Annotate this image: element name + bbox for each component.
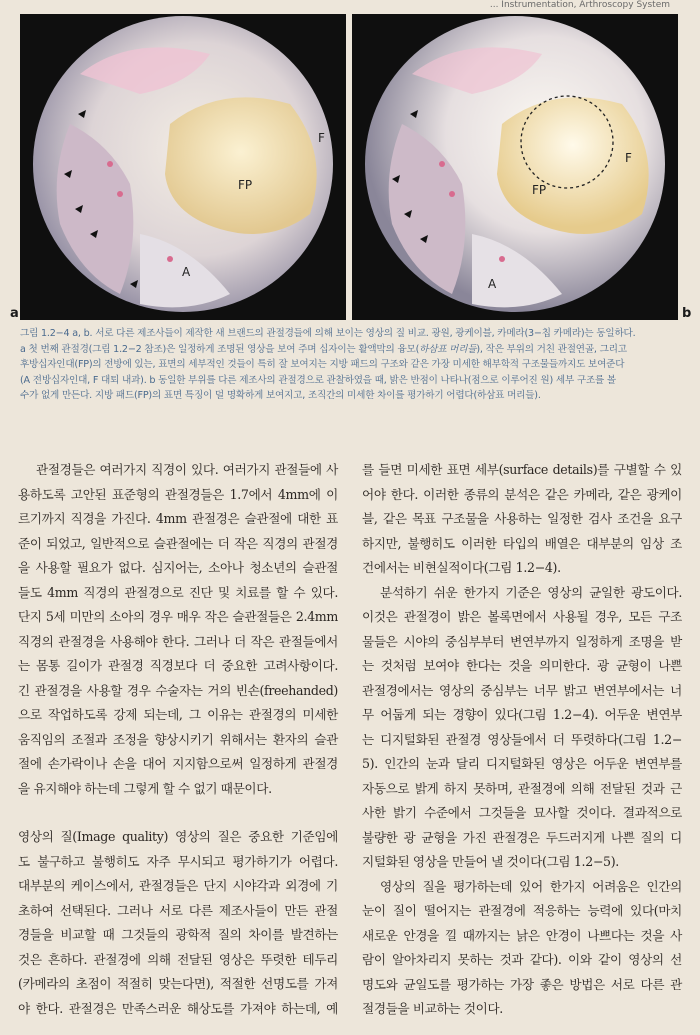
label-fp-a: FP <box>238 178 253 192</box>
arthroscopy-illustration-a <box>20 14 346 320</box>
caption-line: 후방십자인대(FP)의 전방에 있는, 표면의 세부적인 것들이 특히 잘 보여지는 지방 패드의 구조와 같은 가장 미세한 해부학적 구조물들까지도 보여준다 <box>20 359 625 371</box>
arthroscopy-image-a <box>20 14 346 320</box>
arthroscopy-illustration-b <box>352 14 678 320</box>
label-a-a: A <box>182 265 191 279</box>
text-line: 는 것처럼 보여야 한다는 것을 의미한다. 광 균형이 나쁜 <box>362 658 682 673</box>
figure-caption <box>20 326 684 404</box>
panel-letter-a: a <box>10 306 19 321</box>
text-line: 긴 관절경을 사용할 경우 수술자는 거의 빈손(freehanded) <box>18 682 338 698</box>
text-line: 관절경들은 여러가지 직경이 있다. 여러가지 관절들에 사 <box>36 462 338 477</box>
text-line: 물들은 시야의 중심부부터 변연부까지 일정하게 조명을 받 <box>362 633 682 649</box>
caption-line: 그림 1.2−4 a, b. 서로 다른 제조사들이 제작한 새 브랜드의 관절경들에 의해 보이는 영상의 질 비교. 광원, 광케이블, 카메라(3−칩 카메라)는 동일하다. <box>20 328 636 339</box>
caption-line: 수가 없게 만든다. 지방 패드(FP)의 표면 특징이 덜 명확하게 보여지고, 조직간의 미세한 차이를 평가하기 어렵다(하삼표 머리들). <box>20 390 541 402</box>
text-line: 경들을 비교할 때 그것들의 광학적 질의 차이를 발견하는 <box>18 927 338 942</box>
text-line: 하지만, 불행히도 이러한 타입의 배열은 대부분의 임상 조 <box>362 535 682 551</box>
text-line: 는 디지털화된 관절경 영상들에서 더 뚜렷하다(그림 1.2− <box>362 731 682 747</box>
running-header: ... Instrumentation, Arthroscopy System <box>489 0 670 10</box>
text-line: 을 유지해야 하는데 그렇게 할 수 없기 때문이다. <box>18 780 272 796</box>
text-line: 도 불구하고 불행히도 자주 무시되고 평가하기가 어렵다. <box>18 853 338 869</box>
text-line: 으로 작업하도록 강제 되는데, 그 이유는 관절경의 미세한 <box>18 707 338 722</box>
text-line: 건에서는 비현실적이다(그림 1.2−4). <box>362 560 561 575</box>
text-line: 들도 4mm 직경의 관절경으로 진단 및 치료를 할 수 있다. <box>18 584 338 600</box>
text-line: 르기까지 직경을 가진다. 4mm 관절경은 슬관절에 대한 표 <box>18 511 338 526</box>
right-column <box>362 458 682 1022</box>
arthroscopy-image-b <box>352 14 678 320</box>
label-fp-b: FP <box>532 183 547 197</box>
text-line: 불량한 광 균형을 가진 관절경은 두드러지게 나쁜 질의 디 <box>362 829 682 845</box>
text-line: 준이 되었고, 일반적으로 슬관절에는 더 작은 직경의 관절경 <box>18 535 338 551</box>
text-line: 무 어둡게 되는 경향이 있다(그림 1.2−4). 어두운 변연부 <box>362 707 682 722</box>
text-line: 절경들을 비교하는 것이다. <box>362 1001 503 1016</box>
text-line: 자동으로 밝게 하지 못하며, 관절경에 의해 전달된 것과 근 <box>362 780 682 796</box>
text-line: 를 들면 미세한 표면 세부(surface details)를 구별할 수 있 <box>362 462 682 477</box>
text-line: 영상의 질을 평가하는데 있어 한가지 어려움은 인간의 <box>380 878 682 894</box>
label-f-a: F <box>318 131 325 145</box>
left-column <box>18 458 338 1021</box>
label-a-b: A <box>488 277 497 291</box>
text-line: 용하도록 고안된 표준형의 관절경들은 1.7에서 4mm에 이 <box>18 486 338 502</box>
text-line: 는 몸통 길이가 관절경 직경보다 더 중요한 고려사항이다. <box>18 658 338 673</box>
text-line: 움직임의 조절과 조정을 향상시키기 위해서는 환자의 슬관 <box>18 731 338 747</box>
text-line: 관절경에서는 영상의 중심부는 너무 밝고 변연부에서는 너 <box>362 682 682 698</box>
text-line: 람이 알아차리지 못하는 것과 같다). 이와 같이 영상의 선 <box>362 952 682 967</box>
text-line: 대부분의 케이스에서, 관절경들은 단지 시야각과 외경에 기 <box>18 878 338 893</box>
text-line: 블, 같은 목표 구조물을 사용하는 일정한 검사 조건을 요구 <box>362 511 682 526</box>
panel-letter-b: b <box>682 306 692 321</box>
text-line: 단지 5세 미만의 소아의 경우 매우 작은 슬관절들은 2.4mm <box>18 609 338 624</box>
text-line: 것은 흔하다. 관절경에 의해 전달된 영상은 뚜렷한 테두리 <box>18 951 338 967</box>
caption-line: a 첫 번째 관절경(그림 1.2−2 참조)은 일정하게 조명된 영상을 보여 주며 십자이는 활액막의 융모(하삼표 머리들), 작은 부위의 거친 관절연골, 그리고 <box>20 343 627 355</box>
text-line: 야 한다. 관절경은 만족스러운 해상도를 가져야 하는데, 예 <box>18 1000 338 1016</box>
text-line: 직경의 관절경을 사용해야 한다. 그러나 더 작은 관절들에서 <box>18 633 338 649</box>
text-line: 새로운 안경을 낄 때까지는 낡은 안경이 나쁘다는 것을 사 <box>362 927 682 943</box>
text-line: 사한 밝기 수준에서 그것들을 묘사할 것이다. 결과적으로 <box>362 805 682 820</box>
text-line: (카메라의 초점이 적절히 맞는다면), 적절한 선명도를 가져 <box>18 976 338 991</box>
label-f-b: F <box>625 151 632 165</box>
text-line: 을 사용할 필요가 없다. 심지어는, 소아나 청소년의 슬관절 <box>18 560 338 575</box>
text-line: 이것은 관절경이 밝은 볼록면에서 사용될 경우, 모든 구조 <box>362 609 682 624</box>
text-line: 지털화된 영상을 만들어 낼 것이다(그림 1.2−5). <box>362 854 619 869</box>
text-line: 절에 손가락이나 손을 대어 지지함으로써 일정하게 관절경 <box>18 756 338 771</box>
text-line: 어야 한다. 이러한 종류의 분석은 같은 카메라, 같은 광케이 <box>362 486 682 502</box>
text-line: 5). 인간의 눈과 달리 디지털화된 영상은 어두운 변연부를 <box>362 756 682 771</box>
text-line: 영상의 질(Image quality) 영상의 질은 중요한 기준임에 <box>18 829 338 844</box>
text-line: 명도와 균일도를 평가하는 가장 좋은 방법은 서로 다른 관 <box>362 976 682 992</box>
text-line: 초하여 선택된다. 그러나 서로 다른 제조사들이 만든 관절 <box>18 902 338 918</box>
text-line: 눈이 질이 떨어지는 관절경에 적응하는 능력에 있다(마치 <box>362 903 682 918</box>
text-line: 분석하기 쉬운 한가지 기준은 영상의 균일한 광도이다. <box>380 584 682 600</box>
caption-line: (A 전방십자인대, F 대퇴 내과). b 동일한 부위를 다른 제조사의 관절경으로 관찰하였을 때, 밝은 반점이 나타나(점으로 이루어진 원) 세부 구조를 볼 <box>20 374 616 386</box>
